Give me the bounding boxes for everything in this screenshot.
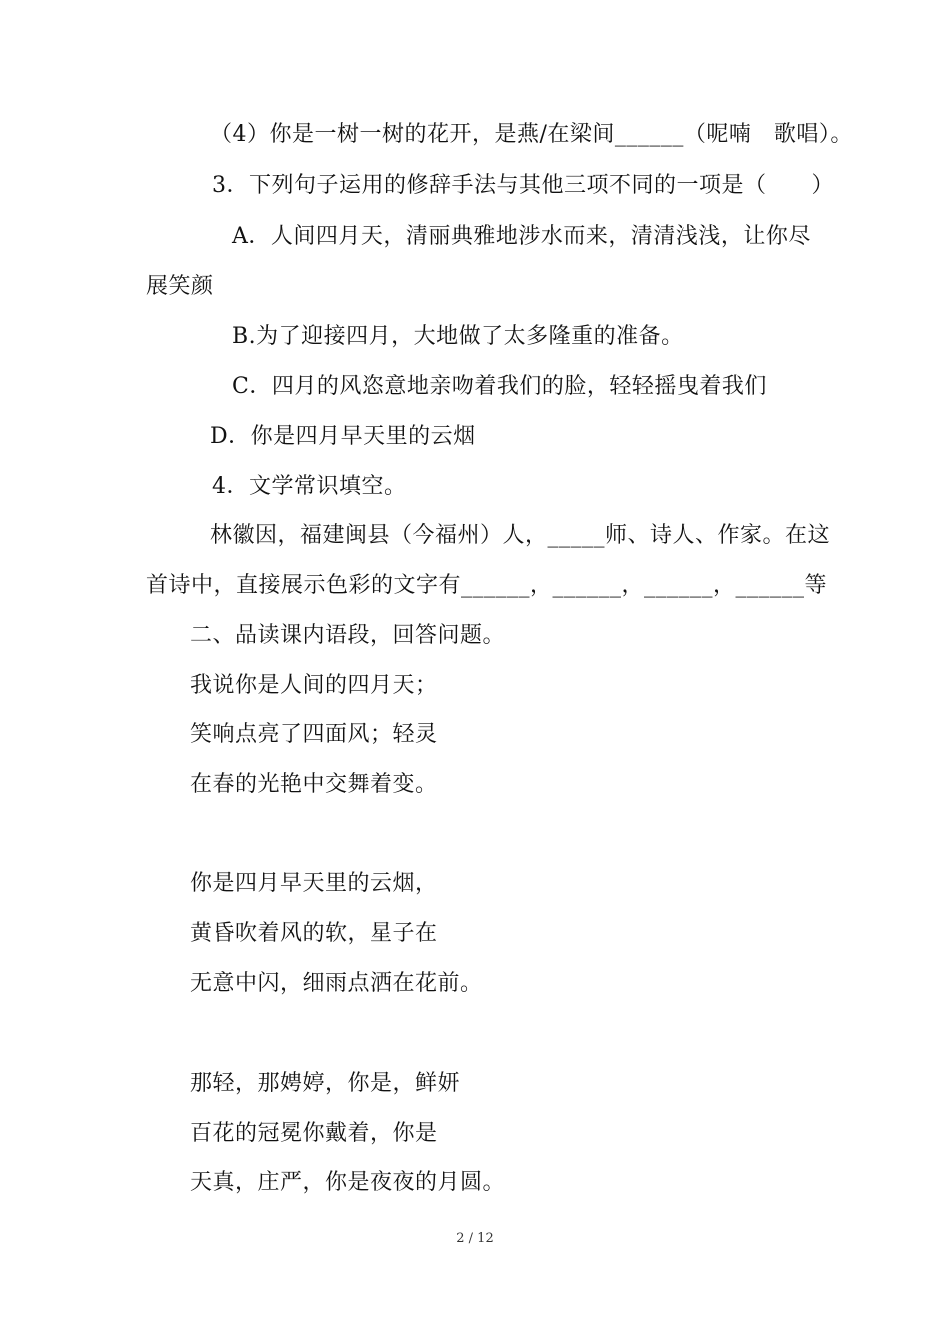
page-number: 2 / 12 bbox=[456, 1231, 494, 1246]
option-b: B.为了迎接四月，大地做了太多隆重的准备。 bbox=[232, 324, 684, 349]
option-a-continued: 展笑颜 bbox=[146, 274, 214, 299]
option-a: A．人间四月天，清丽典雅地涉水而来，清清浅浅，让你尽 bbox=[232, 224, 811, 249]
poem-line: 无意中闪，细雨点洒在花前。 bbox=[190, 971, 483, 996]
poem-line: 天真，庄严，你是夜夜的月圆。 bbox=[190, 1170, 506, 1195]
poem-line: 笑响点亮了四面风；轻灵 bbox=[190, 722, 438, 747]
text-line: （4）你是一树一树的花开，是燕/在梁间______（呢喃 歌唱）。 bbox=[210, 122, 853, 147]
question-3: 3．下列句子运用的修辞手法与其他三项不同的一项是（ ） bbox=[212, 173, 834, 198]
poem-line: 黄昏吹着风的软，星子在 bbox=[190, 921, 438, 946]
poem-line: 你是四月早天里的云烟， bbox=[190, 871, 438, 896]
poem-line: 那轻，那娉婷，你是，鲜妍 bbox=[190, 1071, 461, 1096]
literature-fill-blank: 林徽因，福建闽县（今福州）人，_____师、诗人、作家。在这 bbox=[210, 523, 831, 548]
poem-line: 百花的冠冕你戴着，你是 bbox=[190, 1121, 438, 1146]
poem-line: 我说你是人间的四月天； bbox=[190, 673, 438, 698]
literature-fill-blank-continued: 首诗中，直接展示色彩的文字有______，______，______，______等 bbox=[146, 573, 828, 598]
option-d: D．你是四月早天里的云烟 bbox=[210, 424, 476, 449]
section-heading: 二、品读课内语段，回答问题。 bbox=[190, 623, 506, 648]
question-4: 4．文学常识填空。 bbox=[212, 474, 407, 499]
option-c: C．四月的风恣意地亲吻着我们的脸，轻轻摇曳着我们 bbox=[232, 374, 767, 399]
poem-line: 在春的光艳中交舞着变。 bbox=[190, 772, 438, 797]
